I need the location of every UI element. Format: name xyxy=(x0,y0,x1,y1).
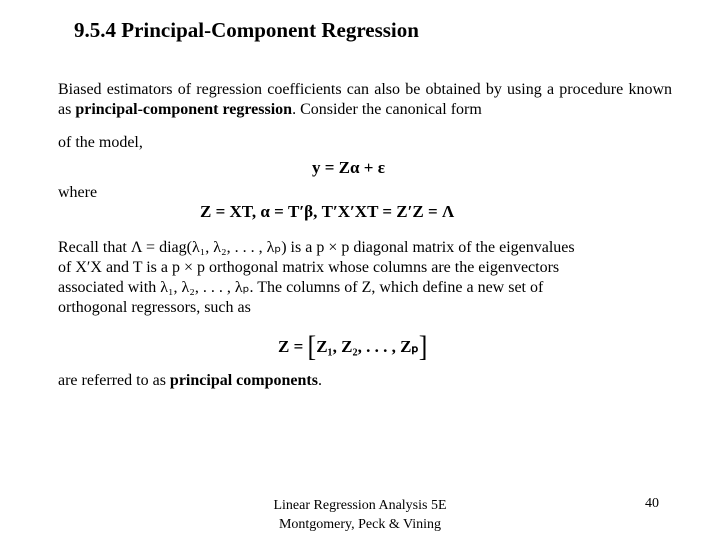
slide-title: 9.5.4 Principal-Component Regression xyxy=(74,18,419,42)
of-the-model-text: of the model, xyxy=(58,134,143,151)
recall-line-2: of X′X and T is a p × p orthogonal matrix whose columns are the eigenvectors xyxy=(58,259,560,276)
closing-text-a: are referred to as xyxy=(58,372,170,389)
footer-book-title: Linear Regression Analysis 5E xyxy=(273,498,447,513)
intro-text-b: . Consider the canonical form xyxy=(292,101,482,118)
z-matrix-equation xyxy=(278,329,428,364)
page-number: 40 xyxy=(645,496,659,511)
footer-citation xyxy=(240,496,480,534)
closing-text-b: . xyxy=(317,372,322,389)
where-text: where xyxy=(58,184,98,201)
recall-paragraph xyxy=(58,238,672,318)
recall-line-3: associated with λ₁, λ₂, . . . , λₚ. The columns of Z, which define a new set of xyxy=(58,279,544,296)
z-matrix-lhs: Z = xyxy=(278,337,304,356)
intro-paragraph xyxy=(58,80,672,120)
definitions-equation: Z = XT, α = T′β, T′X′XT = Z′Z = Λ xyxy=(200,202,455,221)
closing-bold-term: principal components xyxy=(169,372,318,389)
z-matrix-columns: Z₁, Z₂, . . . , Zₚ xyxy=(316,337,419,356)
footer-authors: Montgomery, Peck & Vining xyxy=(278,517,442,532)
right-bracket-icon: ] xyxy=(418,329,428,364)
recall-line-1: Recall that Λ = diag(λ₁, λ₂, . . . , λₚ) is a p × p diagonal matrix of the eigenvalues xyxy=(58,239,575,256)
recall-line-4: orthogonal regressors, such as xyxy=(58,299,251,316)
model-equation: y = Zα + ε xyxy=(312,158,385,177)
intro-text-a: Biased estimators of regression coefficients can also be obtained by using a procedure known as xyxy=(58,81,672,118)
left-bracket-icon: [ xyxy=(307,329,317,364)
intro-bold-term: principal-component regression xyxy=(75,101,293,118)
closing-sentence xyxy=(58,372,322,390)
